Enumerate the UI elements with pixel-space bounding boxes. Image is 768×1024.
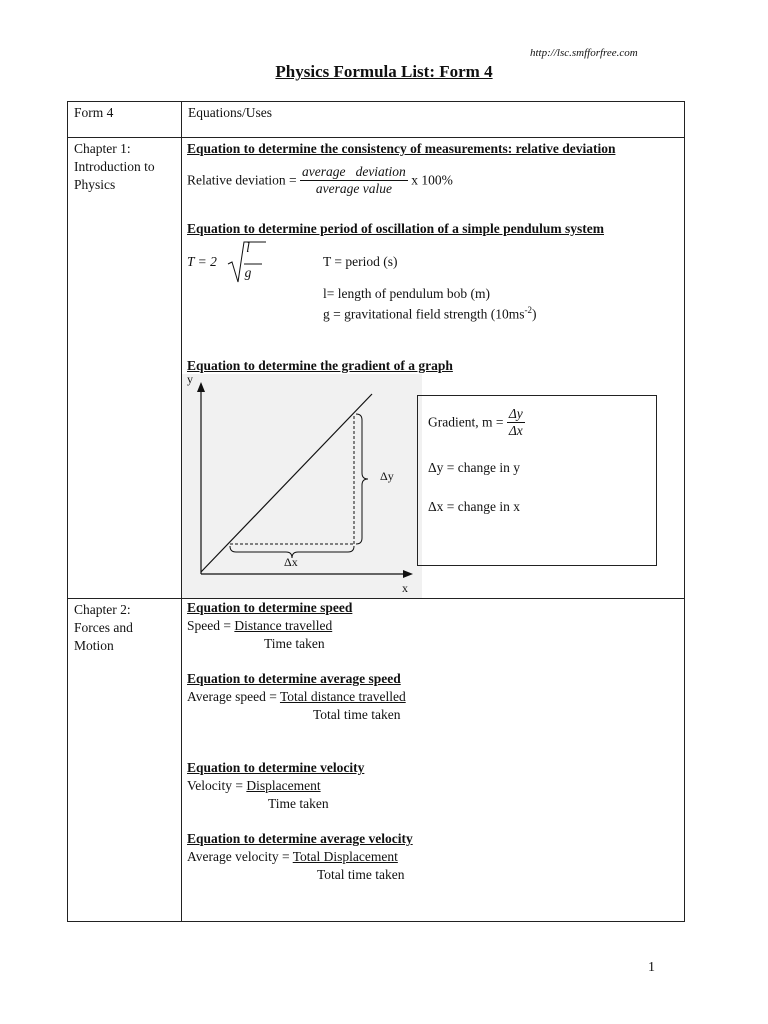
pendulum-numerator: l xyxy=(246,240,250,255)
pendulum-denominator: g xyxy=(244,265,252,280)
relative-deviation-heading: Equation to determine the consistency of measurements: relative deviation xyxy=(187,141,616,156)
pendulum-heading: Equation to determine period of oscillation of a simple pendulum system xyxy=(187,221,605,236)
def-length: l= length of pendulum bob (m) xyxy=(323,286,490,301)
average-speed-denominator: Total time taken xyxy=(313,707,401,722)
form-header: Form 4 xyxy=(74,105,114,120)
average-velocity-equation: Average velocity = Total Displacement xyxy=(187,849,398,864)
average-velocity-denominator: Total time taken xyxy=(317,867,405,882)
gradient-fraction: $\frac{\Delta y}{\Delta x}$ xyxy=(508,406,523,438)
speed-denominator: Time taken xyxy=(264,636,325,651)
pendulum-equation-lhs: T = 2 xyxy=(187,254,217,269)
speed-equation: Speed = Distance travelled xyxy=(187,618,333,633)
formula-table xyxy=(67,101,685,922)
chapter2-content xyxy=(182,599,684,921)
speed-heading: Equation to determine speed xyxy=(187,600,353,615)
average-velocity-heading: Equation to determine average velocity xyxy=(187,831,413,846)
y-axis-label: y xyxy=(187,372,193,386)
chapter1-label: Chapter 1: Introduction to Physics xyxy=(74,141,155,192)
page-title: Physics Formula List: Form 4 xyxy=(275,62,493,81)
equations-header: Equations/Uses xyxy=(188,105,272,120)
relative-deviation-equation: Relative deviation = $\frac{\text{average deviation}}{\text{average value}}$ x 100% xyxy=(187,164,453,196)
x-axis-label: x xyxy=(402,581,408,595)
dx-definition: Δx = change in x xyxy=(428,499,521,514)
chapter1-content xyxy=(182,138,684,598)
chapter2-label: Chapter 2: Forces and Motion xyxy=(74,602,133,653)
gradient-heading: Equation to determine the gradient of a graph xyxy=(187,358,453,373)
dx-label: Δx xyxy=(284,555,298,569)
def-gravity: g = gravitational field strength $(10ms^{-2})$ xyxy=(323,305,537,322)
dy-label: Δy xyxy=(380,469,394,483)
average-speed-heading: Equation to determine average speed xyxy=(187,671,401,686)
average-speed-equation: Average speed = Total distance travelled xyxy=(187,689,406,704)
relative-deviation-fraction: $\frac{\text{average deviation}}{\text{average value}}$ xyxy=(301,164,406,196)
page-number: 1 xyxy=(648,960,655,975)
gradient-definition-box: Gradient, m = $\frac{\Delta y}{\Delta x}$ Δy = change in y Δx = change in x xyxy=(417,395,657,566)
def-period: T = period (s) xyxy=(323,254,398,269)
source-url: http://lsc.smfforfree.com xyxy=(530,47,638,59)
velocity-denominator: Time taken xyxy=(268,796,329,811)
velocity-equation: Velocity = Displacement xyxy=(187,778,321,793)
dy-definition: Δy = change in y xyxy=(428,460,521,475)
gradient-graph xyxy=(182,374,422,598)
velocity-heading: Equation to determine velocity xyxy=(187,760,365,775)
